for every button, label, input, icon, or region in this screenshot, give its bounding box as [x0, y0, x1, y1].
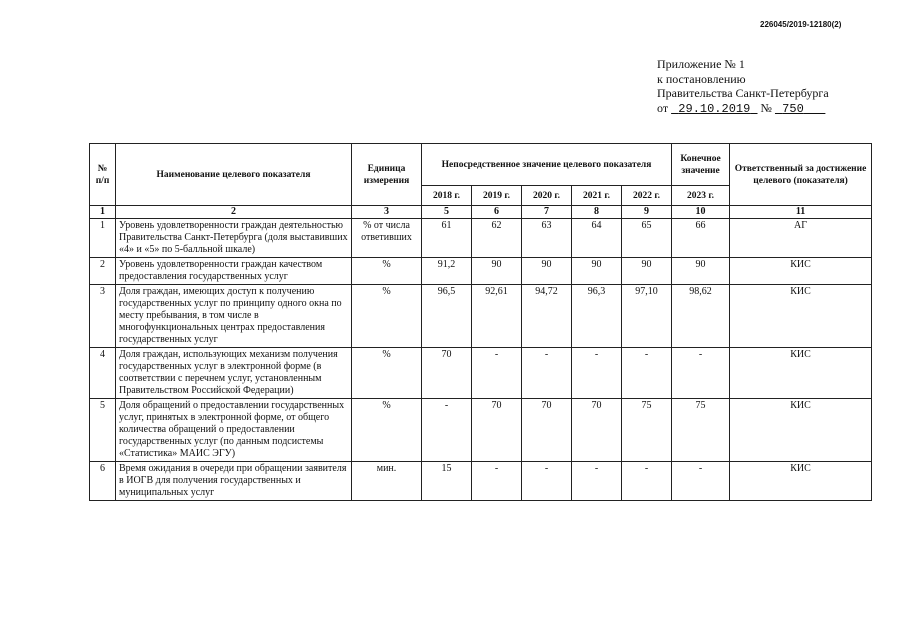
- indicator-name: Доля граждан, имеющих доступ к получению государственных услуг по принципу одного окна по месту пребывания, в том числе в многофункциональных центрах предоставления государственных услуг: [116, 285, 352, 348]
- value-2019: 62: [472, 219, 522, 258]
- annex-title: Приложение № 1: [657, 57, 745, 71]
- header-year: 2022 г.: [622, 186, 672, 206]
- header-direct-value: Непосредственное значение целевого показателя: [422, 144, 672, 186]
- annex-resolution: к постановлению: [657, 71, 746, 86]
- final-value: -: [672, 348, 730, 399]
- resolution-date: 29.10.2019: [678, 101, 751, 116]
- table-row: [90, 462, 872, 501]
- value-2019: 92,61: [472, 285, 522, 348]
- column-number: 7: [522, 206, 572, 219]
- unit-cell: %: [352, 348, 422, 399]
- header-responsible: Ответственный за достижение целевого (показателя): [730, 144, 872, 206]
- header-year: 2018 г.: [422, 186, 472, 206]
- value-2019: 70: [472, 399, 522, 462]
- responsible-cell: КИС: [730, 462, 872, 501]
- value-2022: 65: [622, 219, 672, 258]
- target-indicators-table: [89, 143, 872, 501]
- header-year: 2021 г.: [572, 186, 622, 206]
- annex-header: [657, 57, 829, 116]
- unit-cell: %: [352, 258, 422, 285]
- column-number: 10: [672, 206, 730, 219]
- final-value: 98,62: [672, 285, 730, 348]
- header-final-year: 2023 г.: [672, 186, 730, 206]
- row-number: 5: [90, 399, 116, 462]
- header-year: 2020 г.: [522, 186, 572, 206]
- value-2020: 90: [522, 258, 572, 285]
- value-2019: -: [472, 348, 522, 399]
- final-value: 75: [672, 399, 730, 462]
- column-number: 2: [116, 206, 352, 219]
- row-number: 3: [90, 285, 116, 348]
- responsible-cell: КИС: [730, 399, 872, 462]
- indicator-name: Доля граждан, использующих механизм получения государственных услуг в электронной форме (в соответствии с перечнем услуг, установленным Правительством Российской Федерации): [116, 348, 352, 399]
- value-2019: -: [472, 462, 522, 501]
- value-2022: -: [622, 348, 672, 399]
- indicator-name: Уровень удовлетворенности граждан качеством предоставления государственных услуг: [116, 258, 352, 285]
- unit-cell: %: [352, 399, 422, 462]
- header-name: Наименование целевого показателя: [116, 144, 352, 206]
- value-2022: 97,10: [622, 285, 672, 348]
- value-2022: -: [622, 462, 672, 501]
- indicator-name: Время ожидания в очереди при обращении заявителя в ИОГВ для получения государственных и муниципальных услуг: [116, 462, 352, 501]
- column-number: 9: [622, 206, 672, 219]
- header-num: № п/п: [90, 144, 116, 206]
- value-2021: 90: [572, 258, 622, 285]
- final-value: 66: [672, 219, 730, 258]
- column-number: 6: [472, 206, 522, 219]
- header-unit: Единица измерения: [352, 144, 422, 206]
- document-id: 226045/2019-12180(2): [760, 20, 842, 29]
- value-2018: 91,2: [422, 258, 472, 285]
- table-row: [90, 219, 872, 258]
- row-number: 4: [90, 348, 116, 399]
- row-number: 1: [90, 219, 116, 258]
- responsible-cell: АГ: [730, 219, 872, 258]
- annex-date-line: [657, 101, 829, 117]
- table-row: [90, 399, 872, 462]
- value-2020: 70: [522, 399, 572, 462]
- final-value: -: [672, 462, 730, 501]
- column-number-row: [90, 206, 872, 219]
- value-2021: 64: [572, 219, 622, 258]
- column-number: 5: [422, 206, 472, 219]
- responsible-cell: КИС: [730, 258, 872, 285]
- unit-cell: % от числа ответивших: [352, 219, 422, 258]
- annex-government: Правительства Санкт-Петербурга: [657, 86, 829, 100]
- value-2022: 75: [622, 399, 672, 462]
- value-2022: 90: [622, 258, 672, 285]
- value-2018: 70: [422, 348, 472, 399]
- value-2018: 61: [422, 219, 472, 258]
- final-value: 90: [672, 258, 730, 285]
- number-prefix: №: [760, 100, 772, 115]
- resolution-number: 750: [782, 101, 804, 116]
- value-2021: 96,3: [572, 285, 622, 348]
- column-number: 11: [730, 206, 872, 219]
- header-final-value: Конечное значение: [672, 144, 730, 186]
- date-prefix: от: [657, 100, 669, 115]
- table-row: [90, 258, 872, 285]
- indicator-name: Доля обращений о предоставлении государственных услуг, принятых в электронной форме, от общего количества обращений о предоставлении государственных услуг (по данным подсистемы «Статистика» МАИС ЭГУ): [116, 399, 352, 462]
- row-number: 2: [90, 258, 116, 285]
- indicator-name: Уровень удовлетворенности граждан деятельностью Правительства Санкт-Петербурга (доля выставивших «4» и «5» по 5-балльной шкале): [116, 219, 352, 258]
- value-2018: 96,5: [422, 285, 472, 348]
- row-number: 6: [90, 462, 116, 501]
- column-number: 1: [90, 206, 116, 219]
- table-row: [90, 348, 872, 399]
- value-2021: -: [572, 462, 622, 501]
- value-2020: -: [522, 462, 572, 501]
- table-body: [90, 219, 872, 501]
- responsible-cell: КИС: [730, 348, 872, 399]
- value-2018: 15: [422, 462, 472, 501]
- table-row: [90, 285, 872, 348]
- value-2020: 63: [522, 219, 572, 258]
- responsible-cell: КИС: [730, 285, 872, 348]
- unit-cell: %: [352, 285, 422, 348]
- value-2019: 90: [472, 258, 522, 285]
- value-2021: 70: [572, 399, 622, 462]
- value-2020: -: [522, 348, 572, 399]
- column-number: 3: [352, 206, 422, 219]
- unit-cell: мин.: [352, 462, 422, 501]
- column-number: 8: [572, 206, 622, 219]
- value-2021: -: [572, 348, 622, 399]
- value-2020: 94,72: [522, 285, 572, 348]
- value-2018: -: [422, 399, 472, 462]
- header-year: 2019 г.: [472, 186, 522, 206]
